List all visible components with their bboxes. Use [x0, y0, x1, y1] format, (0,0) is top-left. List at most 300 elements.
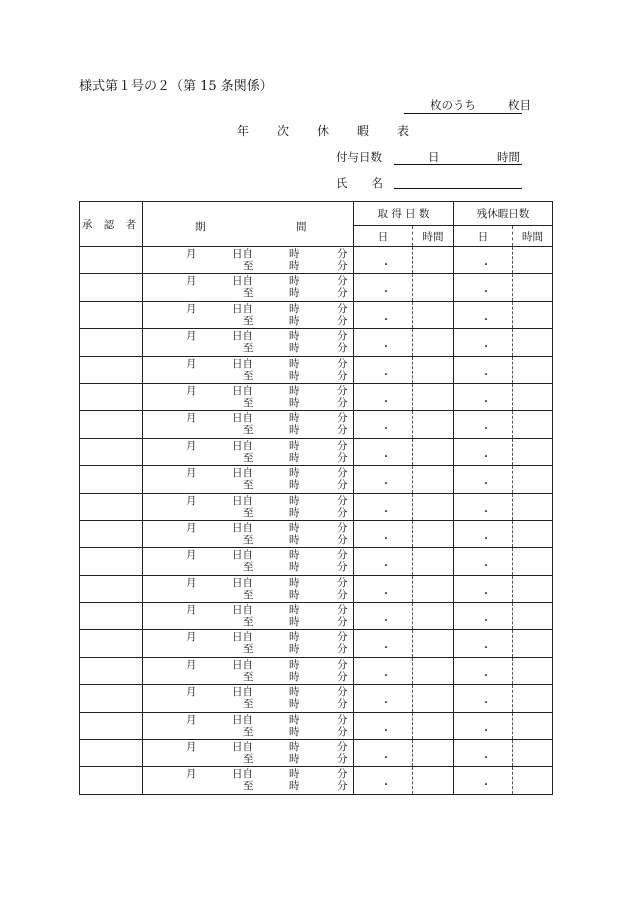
remaining-hours-cell[interactable]	[513, 520, 553, 547]
decimal-dot: ・	[481, 506, 491, 518]
taken-day-cell[interactable]	[354, 603, 413, 630]
decimal-dot: ・	[381, 287, 391, 299]
to-label: 至	[243, 725, 254, 738]
taken-hours-cell[interactable]	[413, 740, 454, 767]
to-label: 至	[243, 260, 254, 272]
day-from-label: 日自	[232, 658, 253, 671]
taken-day-cell[interactable]	[354, 466, 413, 493]
decimal-dot: ・	[381, 424, 391, 436]
granted-hours-unit: 時間	[497, 150, 520, 164]
approver-cell[interactable]	[80, 301, 143, 328]
remaining-day-cell[interactable]	[454, 767, 513, 794]
name-label	[336, 178, 383, 190]
to-label: 至	[243, 479, 254, 492]
month-label: 月	[186, 439, 197, 452]
decimal-dot: ・	[381, 698, 391, 710]
decimal-dot: ・	[481, 698, 491, 710]
remaining-day-cell[interactable]	[454, 740, 513, 767]
day-from-label: 日自	[232, 521, 253, 534]
decimal-dot: ・	[481, 533, 491, 545]
month-label: 月	[186, 768, 197, 781]
to-label: 至	[243, 342, 254, 355]
remaining-hours-cell[interactable]	[513, 411, 553, 438]
table-row	[80, 767, 553, 794]
to-label: 至	[243, 287, 254, 300]
to-minute-label: 分	[337, 451, 348, 464]
remaining-hours-cell[interactable]	[513, 438, 553, 465]
approver-cell[interactable]	[80, 411, 143, 438]
day-from-label: 日自	[232, 604, 253, 617]
leave-table	[79, 201, 553, 795]
decimal-dot: ・	[481, 369, 491, 381]
table-row	[80, 383, 553, 410]
remaining-day-cell[interactable]	[454, 466, 513, 493]
taken-day-cell[interactable]	[354, 740, 413, 767]
remaining-hours-cell[interactable]	[513, 383, 553, 410]
taken-hours-cell[interactable]	[413, 301, 454, 328]
month-label: 月	[186, 412, 197, 425]
from-minute-label: 分	[337, 604, 348, 617]
period-cell[interactable]	[143, 548, 354, 575]
taken-hours-cell[interactable]	[413, 548, 454, 575]
from-minute-label: 分	[337, 631, 348, 644]
taken-day-cell[interactable]	[354, 247, 413, 274]
remaining-hours-cell[interactable]	[513, 301, 553, 328]
day-from-label: 日自	[232, 357, 253, 370]
from-hour-label: 時	[289, 439, 300, 452]
day-from-label: 日自	[232, 549, 253, 562]
from-hour-label: 時	[289, 604, 300, 617]
day-from-label: 日自	[232, 330, 253, 343]
period-cell[interactable]	[143, 685, 354, 712]
to-minute-label: 分	[337, 753, 348, 766]
from-minute-label: 分	[337, 686, 348, 699]
remaining-day-cell[interactable]	[454, 575, 513, 602]
decimal-dot: ・	[381, 533, 391, 545]
taken-day-cell[interactable]	[354, 685, 413, 712]
to-hour-label: 時	[289, 314, 300, 327]
taken-hours-cell[interactable]	[413, 466, 454, 493]
remaining-day-cell[interactable]	[454, 301, 513, 328]
granted-day-unit: 日	[428, 150, 440, 164]
decimal-dot: ・	[381, 753, 391, 765]
month-label: 月	[186, 384, 197, 397]
from-minute-label: 分	[337, 741, 348, 754]
from-minute-label: 分	[337, 439, 348, 452]
from-hour-label: 時	[289, 248, 300, 260]
table-row	[80, 274, 553, 301]
to-hour-label: 時	[289, 451, 300, 464]
table-row	[80, 548, 553, 575]
table-row	[80, 520, 553, 547]
remaining-day-subheader: 日	[454, 226, 513, 247]
from-minute-label: 分	[337, 658, 348, 671]
day-from-label: 日自	[232, 576, 253, 589]
period-header	[143, 202, 354, 247]
taken-day-cell[interactable]	[354, 712, 413, 739]
taken-day-cell[interactable]	[354, 411, 413, 438]
day-from-label: 日自	[232, 439, 253, 452]
to-hour-label: 時	[289, 369, 300, 382]
from-minute-label: 分	[337, 768, 348, 781]
to-minute-label: 分	[337, 479, 348, 492]
approver-cell[interactable]	[80, 630, 143, 657]
to-minute-label: 分	[337, 780, 348, 793]
to-hour-label: 時	[289, 698, 300, 711]
to-label: 至	[243, 533, 254, 546]
to-label: 至	[243, 451, 254, 464]
taken-hours-cell[interactable]	[413, 603, 454, 630]
period-cell[interactable]	[143, 411, 354, 438]
decimal-dot: ・	[481, 396, 491, 408]
from-minute-label: 分	[337, 549, 348, 562]
to-label: 至	[243, 670, 254, 683]
remaining-hours-cell[interactable]	[513, 548, 553, 575]
taken-hours-cell[interactable]	[413, 411, 454, 438]
period-cell[interactable]	[143, 356, 354, 383]
taken-hours-cell[interactable]	[413, 383, 454, 410]
decimal-dot: ・	[381, 588, 391, 600]
to-minute-label: 分	[337, 616, 348, 629]
to-hour-label: 時	[289, 780, 300, 793]
approver-cell[interactable]	[80, 438, 143, 465]
period-cell[interactable]	[143, 575, 354, 602]
taken-hours-cell[interactable]	[413, 247, 454, 274]
day-from-label: 日自	[232, 275, 253, 288]
table-row	[80, 603, 553, 630]
month-label: 月	[186, 357, 197, 370]
month-label: 月	[186, 631, 197, 644]
remaining-day-cell[interactable]	[454, 712, 513, 739]
title-char: 休	[317, 124, 330, 138]
to-hour-label: 時	[289, 753, 300, 766]
remaining-hours-cell[interactable]	[513, 740, 553, 767]
from-minute-label: 分	[337, 357, 348, 370]
remaining-day-cell[interactable]	[454, 247, 513, 274]
decimal-dot: ・	[381, 561, 391, 573]
taken-hours-cell[interactable]	[413, 712, 454, 739]
period-cell[interactable]	[143, 767, 354, 794]
remaining-day-cell[interactable]	[454, 685, 513, 712]
table-row	[80, 329, 553, 356]
decimal-dot: ・	[481, 479, 491, 491]
name-label-1: 氏	[336, 176, 348, 190]
approver-cell[interactable]	[80, 274, 143, 301]
decimal-dot: ・	[381, 260, 391, 271]
granted-days-field[interactable]	[394, 164, 522, 165]
remaining-hours-cell[interactable]	[513, 274, 553, 301]
sheet-count	[430, 100, 531, 112]
remaining-days-header: 残休暇日数	[454, 202, 553, 226]
from-minute-label: 分	[337, 384, 348, 397]
decimal-dot: ・	[481, 643, 491, 655]
taken-day-cell[interactable]	[354, 356, 413, 383]
period-cell[interactable]	[143, 438, 354, 465]
from-minute-label: 分	[337, 248, 348, 260]
to-label: 至	[243, 753, 254, 766]
period-cell[interactable]	[143, 740, 354, 767]
decimal-dot: ・	[481, 561, 491, 573]
to-label: 至	[243, 698, 254, 711]
approver-cell[interactable]	[80, 575, 143, 602]
name-field[interactable]	[394, 188, 522, 189]
to-label: 至	[243, 561, 254, 574]
month-label: 月	[186, 713, 197, 726]
taken-day-cell[interactable]	[354, 575, 413, 602]
table-row	[80, 247, 553, 274]
to-minute-label: 分	[337, 506, 348, 519]
taken-day-cell[interactable]	[354, 493, 413, 520]
taken-day-cell[interactable]	[354, 548, 413, 575]
decimal-dot: ・	[481, 342, 491, 354]
leave-table-body	[80, 247, 553, 795]
approver-cell[interactable]	[80, 466, 143, 493]
approver-cell[interactable]	[80, 383, 143, 410]
approver-cell[interactable]	[80, 247, 143, 274]
to-minute-label: 分	[337, 561, 348, 574]
title-char: 表	[397, 124, 410, 138]
to-label: 至	[243, 396, 254, 409]
decimal-dot: ・	[481, 287, 491, 299]
taken-hours-cell[interactable]	[413, 356, 454, 383]
remaining-hours-cell[interactable]	[513, 329, 553, 356]
to-minute-label: 分	[337, 670, 348, 683]
month-label: 月	[186, 275, 197, 288]
decimal-dot: ・	[481, 616, 491, 628]
day-from-label: 日自	[232, 768, 253, 781]
month-label: 月	[186, 549, 197, 562]
approver-cell[interactable]	[80, 548, 143, 575]
to-label: 至	[243, 780, 254, 793]
month-label: 月	[186, 248, 197, 260]
remaining-day-cell[interactable]	[454, 274, 513, 301]
taken-hours-cell[interactable]	[413, 329, 454, 356]
remaining-hours-cell[interactable]	[513, 657, 553, 684]
day-from-label: 日自	[232, 248, 253, 260]
taken-hours-subheader: 時間	[413, 226, 454, 247]
from-hour-label: 時	[289, 494, 300, 507]
form-number: 様式第１号の２（第 15 条関係）	[79, 79, 273, 94]
remaining-hours-cell[interactable]	[513, 466, 553, 493]
to-label: 至	[243, 643, 254, 656]
decimal-dot: ・	[481, 424, 491, 436]
from-minute-label: 分	[337, 275, 348, 288]
title-char: 暇	[357, 124, 370, 138]
approver-cell[interactable]	[80, 657, 143, 684]
table-row	[80, 740, 553, 767]
to-hour-label: 時	[289, 287, 300, 300]
remaining-day-cell[interactable]	[454, 383, 513, 410]
to-label: 至	[243, 424, 254, 437]
from-minute-label: 分	[337, 521, 348, 534]
decimal-dot: ・	[481, 670, 491, 682]
from-minute-label: 分	[337, 494, 348, 507]
from-hour-label: 時	[289, 549, 300, 562]
taken-hours-cell[interactable]	[413, 438, 454, 465]
to-minute-label: 分	[337, 725, 348, 738]
from-hour-label: 時	[289, 631, 300, 644]
period-cell[interactable]	[143, 603, 354, 630]
to-minute-label: 分	[337, 424, 348, 437]
period-cell[interactable]	[143, 274, 354, 301]
taken-day-cell[interactable]	[354, 657, 413, 684]
taken-day-cell[interactable]	[354, 630, 413, 657]
taken-day-subheader: 日	[354, 226, 413, 247]
from-hour-label: 時	[289, 768, 300, 781]
period-cell[interactable]	[143, 329, 354, 356]
remaining-day-cell[interactable]	[454, 520, 513, 547]
table-row	[80, 575, 553, 602]
remaining-hours-cell[interactable]	[513, 493, 553, 520]
period-cell[interactable]	[143, 383, 354, 410]
remaining-hours-cell[interactable]	[513, 575, 553, 602]
month-label: 月	[186, 741, 197, 754]
approver-cell[interactable]	[80, 740, 143, 767]
to-minute-label: 分	[337, 314, 348, 327]
from-minute-label: 分	[337, 576, 348, 589]
remaining-day-cell[interactable]	[454, 356, 513, 383]
decimal-dot: ・	[381, 342, 391, 354]
to-hour-label: 時	[289, 260, 300, 272]
period-cell[interactable]	[143, 520, 354, 547]
to-hour-label: 時	[289, 533, 300, 546]
month-label: 月	[186, 658, 197, 671]
to-hour-label: 時	[289, 588, 300, 601]
remaining-day-cell[interactable]	[454, 630, 513, 657]
to-hour-label: 時	[289, 424, 300, 437]
period-cell[interactable]	[143, 712, 354, 739]
month-label: 月	[186, 494, 197, 507]
period-cell[interactable]	[143, 493, 354, 520]
decimal-dot: ・	[381, 314, 391, 326]
to-minute-label: 分	[337, 533, 348, 546]
to-label: 至	[243, 616, 254, 629]
approver-cell[interactable]	[80, 767, 143, 794]
from-hour-label: 時	[289, 412, 300, 425]
to-label: 至	[243, 588, 254, 601]
approver-cell[interactable]	[80, 712, 143, 739]
taken-hours-cell[interactable]	[413, 274, 454, 301]
title-char: 年	[237, 124, 250, 138]
from-minute-label: 分	[337, 412, 348, 425]
taken-day-cell[interactable]	[354, 383, 413, 410]
remaining-hours-cell[interactable]	[513, 603, 553, 630]
approver-cell[interactable]	[80, 329, 143, 356]
to-label: 至	[243, 369, 254, 382]
remaining-hours-cell[interactable]	[513, 356, 553, 383]
to-minute-label: 分	[337, 588, 348, 601]
to-minute-label: 分	[337, 342, 348, 355]
remaining-hours-cell[interactable]	[513, 712, 553, 739]
taken-hours-cell[interactable]	[413, 630, 454, 657]
decimal-dot: ・	[481, 725, 491, 737]
approver-cell[interactable]	[80, 520, 143, 547]
day-from-label: 日自	[232, 494, 253, 507]
from-hour-label: 時	[289, 357, 300, 370]
day-from-label: 日自	[232, 384, 253, 397]
decimal-dot: ・	[381, 506, 391, 518]
month-label: 月	[186, 467, 197, 480]
to-hour-label: 時	[289, 342, 300, 355]
table-row	[80, 712, 553, 739]
taken-hours-cell[interactable]	[413, 657, 454, 684]
remaining-hours-cell[interactable]	[513, 685, 553, 712]
decimal-dot: ・	[481, 451, 491, 463]
approver-cell[interactable]	[80, 493, 143, 520]
decimal-dot: ・	[481, 314, 491, 326]
to-minute-label: 分	[337, 396, 348, 409]
taken-day-cell[interactable]	[354, 438, 413, 465]
remaining-day-cell[interactable]	[454, 329, 513, 356]
period-cell[interactable]	[143, 301, 354, 328]
remaining-day-cell[interactable]	[454, 438, 513, 465]
decimal-dot: ・	[381, 369, 391, 381]
taken-hours-cell[interactable]	[413, 685, 454, 712]
taken-day-cell[interactable]	[354, 520, 413, 547]
taken-day-cell[interactable]	[354, 767, 413, 794]
decimal-dot: ・	[381, 780, 391, 792]
remaining-hours-cell[interactable]	[513, 630, 553, 657]
day-from-label: 日自	[232, 713, 253, 726]
remaining-day-cell[interactable]	[454, 603, 513, 630]
taken-day-cell[interactable]	[354, 301, 413, 328]
period-cell[interactable]	[143, 657, 354, 684]
from-hour-label: 時	[289, 741, 300, 754]
taken-day-cell[interactable]	[354, 329, 413, 356]
table-row	[80, 411, 553, 438]
decimal-dot: ・	[481, 588, 491, 600]
decimal-dot: ・	[381, 643, 391, 655]
title-char: 次	[277, 124, 290, 138]
taken-hours-cell[interactable]	[413, 575, 454, 602]
taken-hours-cell[interactable]	[413, 767, 454, 794]
table-row	[80, 356, 553, 383]
remaining-day-cell[interactable]	[454, 657, 513, 684]
from-hour-label: 時	[289, 521, 300, 534]
remaining-day-cell[interactable]	[454, 493, 513, 520]
to-minute-label: 分	[337, 260, 348, 272]
to-label: 至	[243, 314, 254, 327]
to-hour-label: 時	[289, 616, 300, 629]
approver-cell[interactable]	[80, 685, 143, 712]
from-hour-label: 時	[289, 384, 300, 397]
remaining-hours-cell[interactable]	[513, 767, 553, 794]
taken-hours-cell[interactable]	[413, 493, 454, 520]
to-hour-label: 時	[289, 670, 300, 683]
month-label: 月	[186, 521, 197, 534]
granted-days-label: 付与日数	[336, 150, 382, 164]
from-hour-label: 時	[289, 467, 300, 480]
period-cell[interactable]	[143, 630, 354, 657]
period-header-left: 期	[195, 221, 206, 233]
taken-days-header: 取 得 日 数	[354, 202, 454, 226]
day-from-label: 日自	[232, 302, 253, 315]
approver-cell[interactable]	[80, 603, 143, 630]
remaining-hours-cell[interactable]	[513, 247, 553, 274]
to-hour-label: 時	[289, 479, 300, 492]
period-cell[interactable]	[143, 247, 354, 274]
remaining-day-cell[interactable]	[454, 548, 513, 575]
taken-day-cell[interactable]	[354, 274, 413, 301]
approver-cell[interactable]	[80, 356, 143, 383]
to-minute-label: 分	[337, 287, 348, 300]
period-cell[interactable]	[143, 466, 354, 493]
taken-hours-cell[interactable]	[413, 520, 454, 547]
from-minute-label: 分	[337, 713, 348, 726]
decimal-dot: ・	[481, 780, 491, 792]
to-minute-label: 分	[337, 369, 348, 382]
remaining-day-cell[interactable]	[454, 411, 513, 438]
